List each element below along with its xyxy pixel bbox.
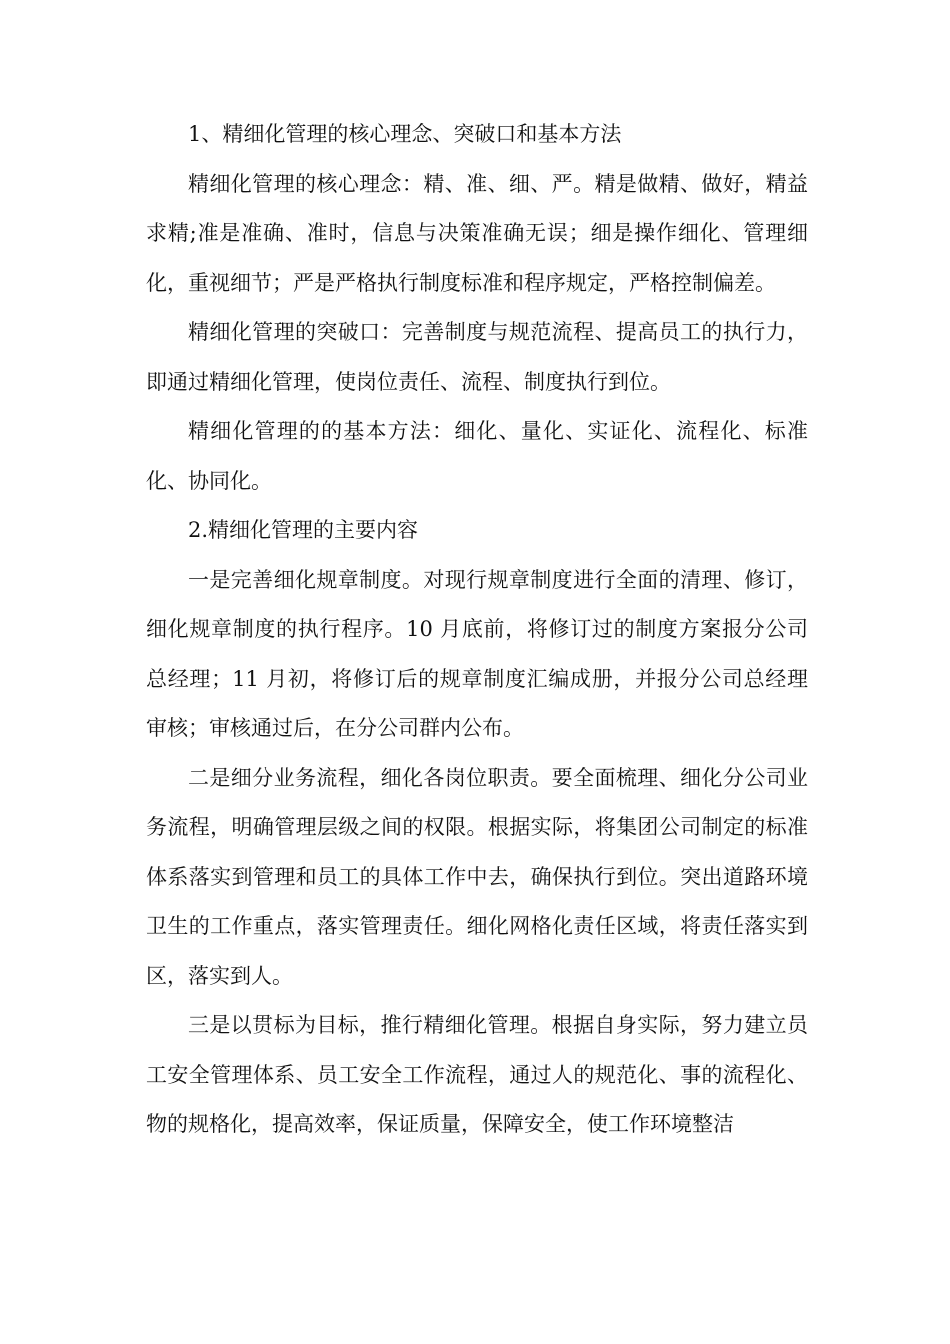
- paragraph-item-two: 二是细分业务流程，细化各岗位职责。要全面梳理、细化分公司业务流程，明确管理层级之间的权限。根据实际，将集团公司制定的标准体系落实到管理和员工的具体工作中去，确保执行到位。突出道路环境卫生的工作重点，落实管理责任。细化网格化责任区域，将责任落实到区，落实到人。: [146, 765, 808, 988]
- paragraph-item-three: 三是以贯标为目标，推行精细化管理。根据自身实际，努力建立员工安全管理体系、员工安全工作流程，通过人的规范化、事的流程化、物的规格化，提高效率，保证质量，保障安全，使工作环境整洁: [146, 1013, 808, 1136]
- document-body: [146, 110, 808, 1150]
- paragraph-breakthrough: 精细化管理的突破口：完善制度与规范流程、提高员工的执行力，即通过精细化管理，使岗位责任、流程、制度执行到位。: [146, 320, 808, 394]
- paragraph-basic-methods: 精细化管理的的基本方法：细化、量化、实证化、流程化、标准化、协同化。: [146, 419, 808, 493]
- section-heading-2: 2.精细化管理的主要内容: [188, 518, 419, 542]
- paragraph-core-concept: 精细化管理的核心理念：精、准、细、严。精是做精、做好，精益求精;准是准确、准时，信息与决策准确无误；细是操作细化、管理细化，重视细节；严是严格执行制度标准和程序规定，严格控制偏差。: [146, 171, 808, 295]
- section-heading-1: 1、精细化管理的核心理念、突破口和基本方法: [188, 122, 622, 146]
- paragraph-item-one: 一是完善细化规章制度。对现行规章制度进行全面的清理、修订，细化规章制度的执行程序。10 月底前，将修订过的制度方案报分公司总经理；11 月初，将修订后的规章制度汇编成册，并报分公司总经理审核；审核通过后，在分公司群内公布。: [146, 567, 808, 740]
